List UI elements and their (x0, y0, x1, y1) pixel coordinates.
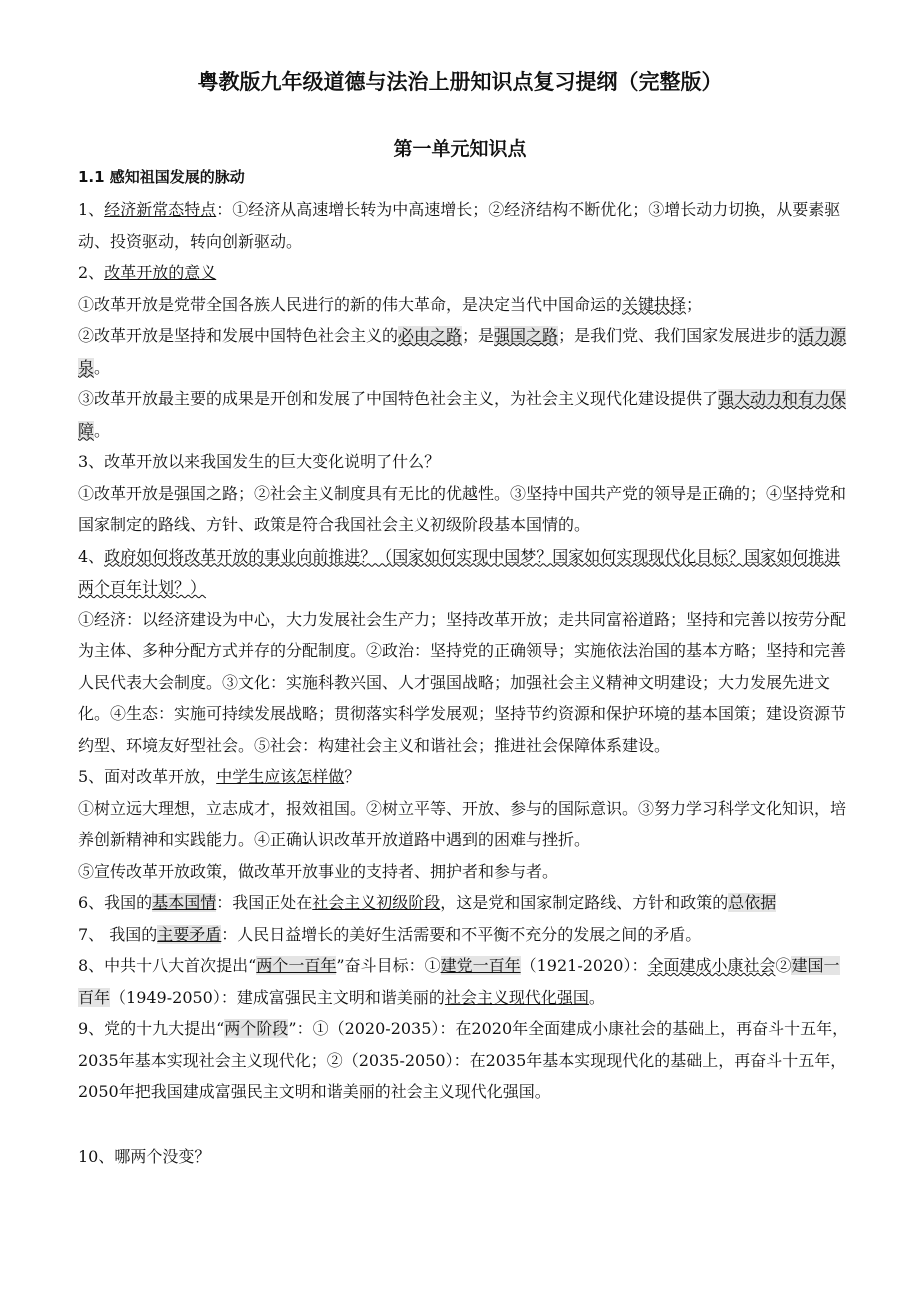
page-title: 粤教版九年级道德与法治上册知识点复习提纲（完整版） (197, 70, 723, 94)
paragraph-1 (78, 194, 853, 257)
key-term: 主要矛盾 (157, 924, 222, 944)
item-number: 1、 (78, 200, 105, 219)
paragraph-2c (78, 383, 853, 446)
key-term: 全面建成小康社会 (647, 956, 776, 975)
question-text: 中学生应该怎样做 (216, 767, 345, 786)
paragraph-text: 6、我国的 (78, 893, 153, 912)
paragraph-4a (78, 604, 853, 762)
key-term: 建国一百年 (78, 956, 840, 1007)
section-heading: 1.1 感知祖国发展的脉动 (78, 168, 245, 186)
paragraph-text: （1921-2020）： (520, 956, 648, 975)
paragraph-text: ”奋斗目标：① (336, 956, 441, 975)
paragraph-5 (78, 761, 853, 793)
paragraph-3 (78, 446, 853, 478)
question-text: 3、改革开放以来我国发生的巨大变化说明了什么？ (78, 452, 441, 471)
paragraph-7 (78, 919, 853, 951)
paragraph-4 (78, 541, 853, 604)
paragraph-text: ：人民日益增长的美好生活需要和不平衡不充分的发展之间的矛盾。 (221, 924, 702, 944)
paragraph-text: ② (775, 956, 792, 975)
paragraph-text: ①改革开放是强国之路；②社会主义制度具有无比的优越性。③坚持中国共产党的领导是正确的；④坚持党和国家制定的路线、方针、政策是符合我国社会主义初级阶段基本国情的。 (78, 483, 847, 534)
paragraph-3a (78, 478, 853, 541)
paragraph-text: ②改革开放是坚持和发展中国特色社会主义的 (78, 326, 399, 345)
key-term: 经济新常态特点 (104, 200, 217, 219)
paragraph-text: 8、中共十八大首次提出“ (78, 956, 257, 975)
paragraph-8 (78, 950, 853, 1013)
key-term: 强国之路 (494, 326, 559, 345)
paragraph-text: ：①经济从高速增长转为中高速增长；②经济结构不断优化；③增长动力切换，从要素驱动、投资驱动，转向创新驱动。 (78, 200, 841, 251)
key-term: 总依据 (728, 893, 777, 912)
item-number: 2、 (78, 263, 105, 282)
paragraph-text: ”：①（2020-2035）：在2020年全面建成小康社会的基础上，再奋斗十五年，2035年基本实现社会主义现代化；②（2035-2050）：在2035年基本实现现代化的基础上，再奋斗十五年，2050年把我国建成富强民主文明和谐美丽的社会主义现代化强国。 (78, 1019, 849, 1101)
paragraph-text: 9、党的十九大提出“ (78, 1019, 225, 1038)
key-term: 社会主义现代化强国 (444, 987, 589, 1007)
paragraph-text: ③改革开放最主要的成果是开创和发展了中国特色社会主义，为社会主义现代化建设提供了 (78, 389, 719, 408)
paragraph-2b (78, 320, 853, 383)
question-text: 10、哪两个没变？ (78, 1146, 211, 1166)
paragraph-text: ：我国正处在 (216, 893, 313, 912)
paragraph-5b (78, 856, 853, 888)
paragraph-6 (78, 887, 853, 919)
paragraph-text: ？ (344, 767, 361, 786)
paragraph-text: （1949-2050）：建成富强民主文明和谐美丽的 (110, 987, 445, 1007)
key-term: 两个一百年 (256, 956, 337, 975)
key-term: 基本国情 (152, 893, 217, 912)
question-text: 改革开放的意义 (104, 263, 217, 282)
paragraph-text: ①经济：以经济建设为中心，大力发展社会生产力；坚持改革开放；走共同富裕道路；坚持和完善以按劳分配为主体、多种分配方式并存的分配制度。②政治：坚持党的正确领导；实施依法治国的基本方略；坚持和完善人民代表大会制度。③文化：实施科教兴国、人才强国战略；加强社会主义精神文明建设；大力发展先进文化。④生态：实施可持续发展战略；贯彻落实科学发展观；坚持节约资源和保护环境的基本国策；建设资源节约型、环境友好型社会。⑤社会：构建社会主义和谐社会；推进社会保障体系建设。 (78, 609, 847, 755)
key-term: 必由之路 (398, 326, 463, 345)
paragraph-text: ；是我们党、我们国家发展进步的 (558, 326, 799, 345)
item-number: 4、 (78, 546, 105, 566)
key-term: 两个阶段 (224, 1019, 289, 1038)
paragraph-10 (78, 1141, 853, 1173)
paragraph-2a (78, 289, 853, 321)
key-term: 关键抉择 (622, 294, 687, 314)
paragraph-text: 7、 我国的 (78, 924, 158, 944)
key-term: 强大动力和有力保障 (78, 389, 847, 440)
key-term: 活力源泉 (78, 326, 847, 377)
paragraph-2 (78, 257, 853, 289)
paragraph-text: 。 (94, 357, 111, 377)
paragraph-text: 5、面对改革开放， (78, 767, 217, 786)
key-term: 社会主义初级阶段 (312, 893, 441, 912)
paragraph-text: ①树立远大理想，立志成才，报效祖国。②树立平等、开放、参与的国际意识。③努力学习科学文化知识，培养创新精神和实践能力。④正确认识改革开放道路中遇到的困难与挫折。 (78, 798, 847, 849)
paragraph-text: ⑤宣传改革开放政策，做改革开放事业的支持者、拥护者和参与者。 (78, 861, 559, 881)
paragraph-text: 。 (588, 987, 605, 1007)
paragraph-5a (78, 793, 853, 856)
blank-gap (78, 1108, 853, 1141)
paragraph-text: ①改革开放是党带全国各族人民进行的新的伟大革命，是决定当代中国命运的 (78, 294, 623, 314)
paragraph-text: ，这是党和国家制定路线、方针和政策的 (440, 893, 729, 912)
paragraph-text: ； (686, 294, 703, 314)
question-text: 政府如何将改革开放的事业向前推进？（国家如何实现中国梦？国家如何实现现代化目标？国家如何推进两个百年计划？） (78, 546, 841, 597)
unit-heading: 第一单元知识点 (393, 138, 527, 160)
document-body (78, 194, 853, 1172)
paragraph-9 (78, 1013, 853, 1108)
key-term: 建党一百年 (440, 956, 521, 975)
paragraph-text: ；是 (462, 326, 495, 345)
paragraph-text: 。 (94, 420, 111, 440)
